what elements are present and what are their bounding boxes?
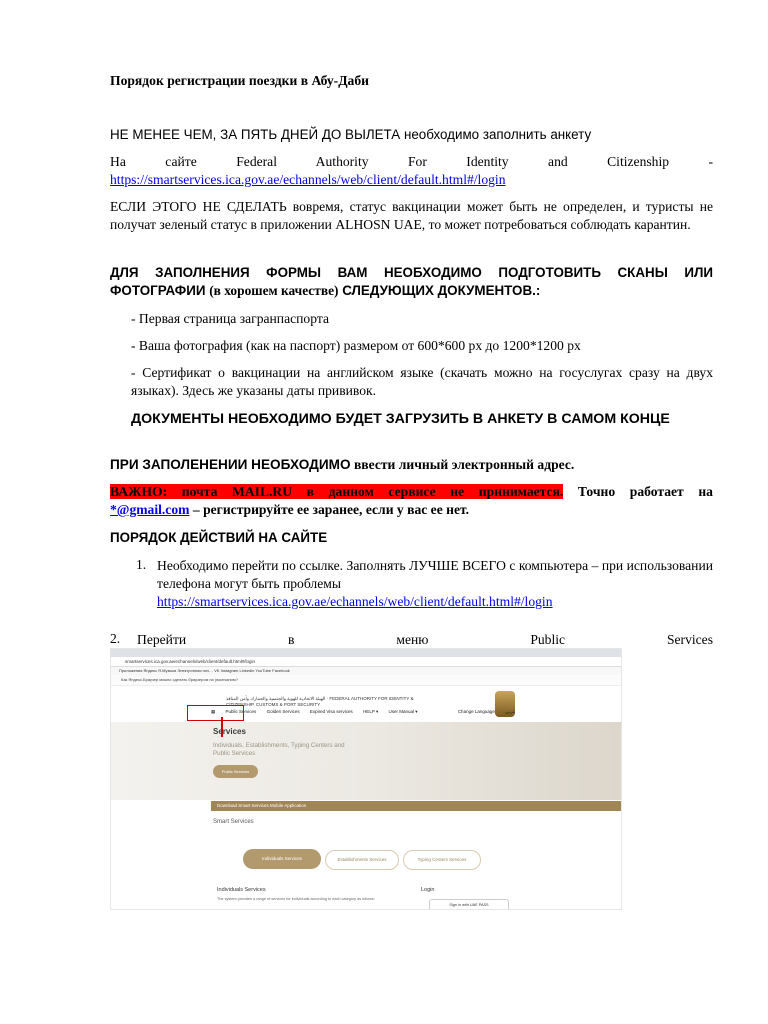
gmail-link[interactable]: *@gmail.com <box>110 502 190 517</box>
paragraph-upload-note: ДОКУМЕНТЫ НЕОБХОДИМО БУДЕТ ЗАГРУЗИТЬ В АНКЕТУ В САМОМ КОНЦЕ <box>131 411 670 427</box>
nav-golden-services[interactable]: Golden Services <box>266 709 300 714</box>
tab-establishments[interactable]: Establishments Services <box>325 850 399 870</box>
document-title: Порядок регистрации поездки в Абу-Даби <box>110 73 369 88</box>
individuals-heading: Individuals Services <box>217 887 266 893</box>
important-rest: Точно работает на <box>563 484 713 499</box>
services-title: Services <box>213 727 246 736</box>
documents-heading-a: ДЛЯ ЗАПОЛНЕНИЯ ФОРМЫ ВАМ НЕОБХОДИМО ПОДГОТОВИТЬ СКАНЫ ИЛИ ФОТОГРАФИИ <box>110 265 713 298</box>
paragraph-warning: ЕСЛИ ЭТОГО НЕ СДЕЛАТЬ вовремя, статус вакцинации может быть не определен, и туристы не получат зеленый статус в приложении ALHOSN UAE, то может потребоваться соблюдать карантин. <box>110 199 713 232</box>
important-end: – регистрируйте ее заранее, если у вас ее нет. <box>189 502 470 517</box>
paragraph-site <box>110 153 713 189</box>
nav-help[interactable]: HELP ▾ <box>363 709 379 714</box>
documents-heading-c: СЛЕДУЮЩИХ ДОКУМЕНТОВ.: <box>342 283 541 298</box>
step1-number: 1. <box>136 557 147 572</box>
deadline-text: НЕ МЕНЕЕ ЧЕМ, ЗА ПЯТЬ ДНЕЙ ДО ВЫЛЕТА необходимо заполнить анкету <box>110 127 592 142</box>
nav-expired-visa[interactable]: Expired Visa services <box>309 709 353 714</box>
bullet-passport: - Первая страница загранпаспорта <box>131 311 329 326</box>
bullet-photo: - Ваша фотография (как на паспорт) размером от 600*600 px до 1200*1200 px <box>131 338 581 353</box>
important-line <box>110 483 713 501</box>
step1-body: Необходимо перейти по ссылке. Заполнять ЛУЧШЕ ВСЕГО с компьютера – при использовании телефона могут быть проблемы <box>157 558 713 591</box>
paragraph-deadline <box>110 126 713 144</box>
steps-heading: ПОРЯДОК ДЕЙСТВИЙ НА САЙТЕ <box>110 530 328 545</box>
step2-number: 2. <box>110 631 121 646</box>
hero-banner <box>111 722 621 800</box>
tab-typing-centers[interactable]: Typing Centers Services <box>403 850 481 870</box>
individuals-description: The system provides a range of services for individuals according to each category as follows: <box>217 897 375 901</box>
documents-heading-b: (в хорошем качестве) <box>209 283 339 298</box>
paragraph-documents-heading <box>110 264 713 300</box>
browser-info-bar: Как Яндекс.Браузер можно сделать браузером по умолчанию? <box>111 675 621 686</box>
step1-text <box>157 557 713 611</box>
email-heading: ПРИ ЗАПОЛЕНЕНИИ НЕОБХОДИМО <box>110 457 351 472</box>
paragraph-email <box>110 456 713 474</box>
smart-services-heading: Smart Services <box>213 819 254 825</box>
grid-icon: ▦ <box>211 709 216 714</box>
browser-address-bar: smartservices.ica.gov.ae/echannels/web/client/default.html#/login <box>111 657 621 667</box>
public-services-button[interactable]: Public Services <box>213 765 258 778</box>
browser-tab-bar <box>111 649 621 657</box>
browser-bookmarks-bar: Приложения Яндекс Я.Музыка Электронная поч… VK Instagram Linkedin YouTube Facebook <box>111 667 621 675</box>
step1-link[interactable]: https://smartservices.ica.gov.ae/echannels/web/client/default.html#/login <box>157 594 553 609</box>
step2-text: Перейти в меню Public Services <box>137 632 713 647</box>
services-subtitle: Individuals, Establishments, Typing Centers and Public Services <box>213 742 345 757</box>
important-line-2 <box>110 501 713 519</box>
site-nav <box>211 709 524 715</box>
download-app-bar[interactable]: Download Smart Services Mobile Application <box>211 801 621 811</box>
nav-arabic[interactable]: عربي <box>505 709 516 714</box>
email-heading-rest: ввести личный электронный адрес. <box>353 457 575 472</box>
nav-public-services[interactable]: Public Services <box>225 709 257 714</box>
site-logo-text: الهيئة الاتحادية للهوية والجنسية والجمارك وأمن المنافذ · FEDERAL AUTHORITY FOR IDENTITY & CITIZENSHIP, CUSTOMS & PORT SECURITY <box>226 696 414 707</box>
tab-individuals[interactable]: Individuals Services <box>243 849 321 869</box>
important-red-note: ВАЖНО: почта MAIL.RU в данном сервисе не принимается. <box>110 484 564 499</box>
paragraph-important <box>110 483 713 519</box>
nav-change-language[interactable]: Change Language <box>457 709 495 714</box>
uae-pass-button[interactable]: Sign in with UAE PASS <box>429 899 509 910</box>
website-screenshot <box>110 648 622 910</box>
highlight-box <box>187 705 244 721</box>
bullet-certificate: - Сертификат о вакцинации на английском языке (скачать можно на госуслугах сразу на двух языках). Здесь же указаны даты прививок. <box>131 365 713 398</box>
nav-user-manual[interactable]: User Manual ▾ <box>388 709 418 714</box>
site-line: На сайте Federal Authority For Identity and Citizenship - <box>110 154 713 169</box>
smartservices-link[interactable]: https://smartservices.ica.gov.ae/echannels/web/client/default.html#/login <box>110 172 506 187</box>
login-heading: Login <box>421 887 435 893</box>
